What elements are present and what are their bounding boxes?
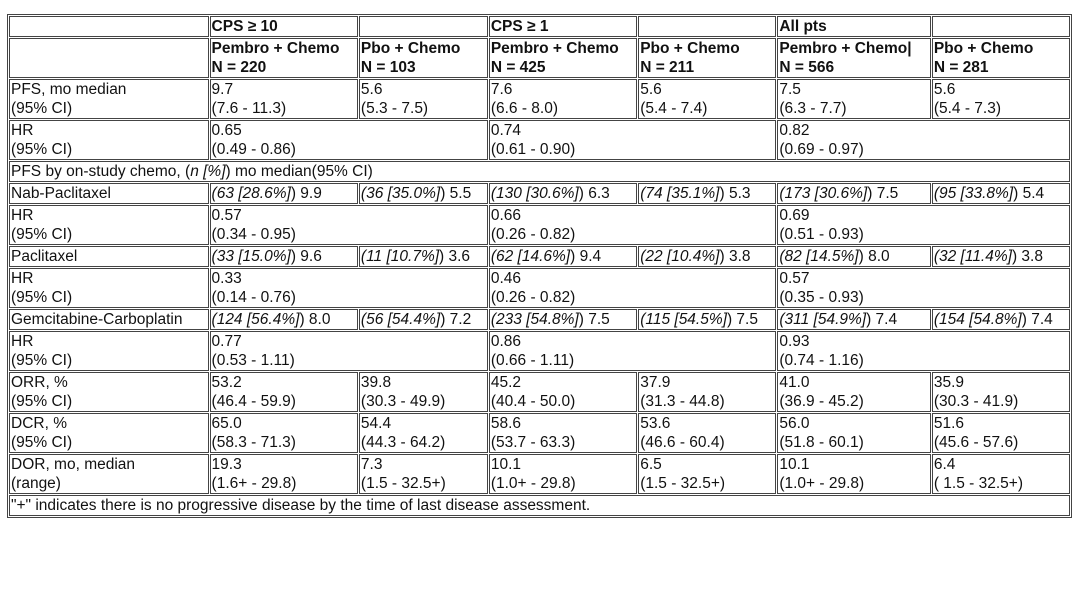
- gemcitabine-carboplatin-hr-row: [9, 331, 1070, 371]
- value-cell: (154 [54.8%]) 7.4: [932, 309, 1070, 330]
- row-label: HR (95% CI): [9, 205, 209, 245]
- value-cell: (115 [54.5%]) 7.5: [638, 309, 776, 330]
- hr-pfs-row: [9, 120, 1070, 160]
- row-label: HR (95% CI): [9, 120, 209, 160]
- hr-cell: 0.46 (0.26 - 0.82): [489, 268, 777, 308]
- value-cell: (22 [10.4%]) 3.8: [638, 246, 776, 267]
- group-header-cps1: CPS ≥ 1: [489, 16, 637, 37]
- row-label: HR (95% CI): [9, 331, 209, 371]
- footnote: "+" indicates there is no progressive disease by the time of last disease assessment.: [9, 495, 1070, 516]
- hr-cell: 0.86 (0.66 - 1.11): [489, 331, 777, 371]
- value-cell: 7.5 (6.3 - 7.7): [777, 79, 930, 119]
- value-cell: 54.4 (44.3 - 64.2): [359, 413, 488, 453]
- value-cell: 5.6 (5.4 - 7.3): [932, 79, 1070, 119]
- group-header-cps10-blank: [359, 16, 488, 37]
- hr-cell: 0.66 (0.26 - 0.82): [489, 205, 777, 245]
- row-label: ORR, % (95% CI): [9, 372, 209, 412]
- results-table-container: [7, 14, 1072, 518]
- value-cell: 7.3 (1.5 - 32.5+): [359, 454, 488, 494]
- dor-row: [9, 454, 1070, 494]
- value-cell: (36 [35.0%]) 5.5: [359, 183, 488, 204]
- value-cell: 5.6 (5.4 - 7.4): [638, 79, 776, 119]
- value-cell: (95 [33.8%]) 5.4: [932, 183, 1070, 204]
- value-cell: (11 [10.7%]) 3.6: [359, 246, 488, 267]
- value-cell: (82 [14.5%]) 8.0: [777, 246, 930, 267]
- value-cell: 10.1 (1.0+ - 29.8): [777, 454, 930, 494]
- value-cell: 6.5 (1.5 - 32.5+): [638, 454, 776, 494]
- group-header-all-blank: [932, 16, 1070, 37]
- arm-header: Pbo + Chemo N = 211: [638, 38, 776, 78]
- row-label: HR (95% CI): [9, 268, 209, 308]
- value-cell: (33 [15.0%]) 9.6: [210, 246, 358, 267]
- value-cell: (130 [30.6%]) 6.3: [489, 183, 637, 204]
- value-cell: (124 [56.4%]) 8.0: [210, 309, 358, 330]
- value-cell: 45.2 (40.4 - 50.0): [489, 372, 637, 412]
- paclitaxel-hr-row: [9, 268, 1070, 308]
- hr-cell: 0.74 (0.61 - 0.90): [489, 120, 777, 160]
- paclitaxel-row: [9, 246, 1070, 267]
- value-cell: 41.0 (36.9 - 45.2): [777, 372, 930, 412]
- value-cell: (74 [35.1%]) 5.3: [638, 183, 776, 204]
- group-header-all: All pts: [777, 16, 930, 37]
- value-cell: (311 [54.9%]) 7.4: [777, 309, 930, 330]
- row-label: Paclitaxel: [9, 246, 209, 267]
- value-cell: (233 [54.8%]) 7.5: [489, 309, 637, 330]
- hr-cell: 0.93 (0.74 - 1.16): [777, 331, 1070, 371]
- row-label: Nab-Paclitaxel: [9, 183, 209, 204]
- value-cell: 51.6 (45.6 - 57.6): [932, 413, 1070, 453]
- value-cell: (32 [11.4%]) 3.8: [932, 246, 1070, 267]
- arm-header: Pembro + Chemo N = 425: [489, 38, 637, 78]
- group-header-cps10: CPS ≥ 10: [210, 16, 358, 37]
- value-cell: 56.0 (51.8 - 60.1): [777, 413, 930, 453]
- value-cell: 19.3 (1.6+ - 29.8): [210, 454, 358, 494]
- value-cell: 35.9 (30.3 - 41.9): [932, 372, 1070, 412]
- nab-paclitaxel-row: [9, 183, 1070, 204]
- section-row: [9, 161, 1070, 182]
- group-header-cps1-blank: [638, 16, 776, 37]
- hr-cell: 0.33 (0.14 - 0.76): [210, 268, 488, 308]
- row-label: PFS, mo median (95% CI): [9, 79, 209, 119]
- value-cell: 7.6 (6.6 - 8.0): [489, 79, 637, 119]
- arm-header: Pbo + Chemo N = 281: [932, 38, 1070, 78]
- hr-cell: 0.57 (0.34 - 0.95): [210, 205, 488, 245]
- value-cell: 39.8 (30.3 - 49.9): [359, 372, 488, 412]
- value-cell: 10.1 (1.0+ - 29.8): [489, 454, 637, 494]
- row-label: DOR, mo, median (range): [9, 454, 209, 494]
- value-cell: (62 [14.6%]) 9.4: [489, 246, 637, 267]
- pfs-row: [9, 79, 1070, 119]
- hr-cell: 0.77 (0.53 - 1.11): [210, 331, 488, 371]
- value-cell: (56 [54.4%]) 7.2: [359, 309, 488, 330]
- value-cell: 65.0 (58.3 - 71.3): [210, 413, 358, 453]
- value-cell: 6.4 ( 1.5 - 32.5+): [932, 454, 1070, 494]
- value-cell: 53.2 (46.4 - 59.9): [210, 372, 358, 412]
- hr-cell: 0.82 (0.69 - 0.97): [777, 120, 1070, 160]
- results-table: [7, 14, 1072, 518]
- gemcitabine-carboplatin-row: [9, 309, 1070, 330]
- value-cell: 9.7 (7.6 - 11.3): [210, 79, 358, 119]
- section-heading: PFS by on-study chemo, (n [%]) mo median(95% CI): [9, 161, 1070, 182]
- value-cell: (63 [28.6%]) 9.9: [210, 183, 358, 204]
- hr-cell: 0.65 (0.49 - 0.86): [210, 120, 488, 160]
- row-label: DCR, % (95% CI): [9, 413, 209, 453]
- hr-cell: 0.69 (0.51 - 0.93): [777, 205, 1070, 245]
- value-cell: 5.6 (5.3 - 7.5): [359, 79, 488, 119]
- value-cell: 58.6 (53.7 - 63.3): [489, 413, 637, 453]
- dcr-row: [9, 413, 1070, 453]
- corner-cell-2: [9, 38, 209, 78]
- value-cell: 53.6 (46.6 - 60.4): [638, 413, 776, 453]
- arm-header: Pembro + Chemo N = 220: [210, 38, 358, 78]
- arm-header-row: [9, 38, 1070, 78]
- arm-header: Pembro + Chemo| N = 566: [777, 38, 930, 78]
- value-cell: (173 [30.6%]) 7.5: [777, 183, 930, 204]
- corner-cell: [9, 16, 209, 37]
- footnote-row: [9, 495, 1070, 516]
- nab-paclitaxel-hr-row: [9, 205, 1070, 245]
- arm-header: Pbo + Chemo N = 103: [359, 38, 488, 78]
- value-cell: 37.9 (31.3 - 44.8): [638, 372, 776, 412]
- orr-row: [9, 372, 1070, 412]
- group-header-row: [9, 16, 1070, 37]
- row-label: Gemcitabine-Carboplatin: [9, 309, 209, 330]
- hr-cell: 0.57 (0.35 - 0.93): [777, 268, 1070, 308]
